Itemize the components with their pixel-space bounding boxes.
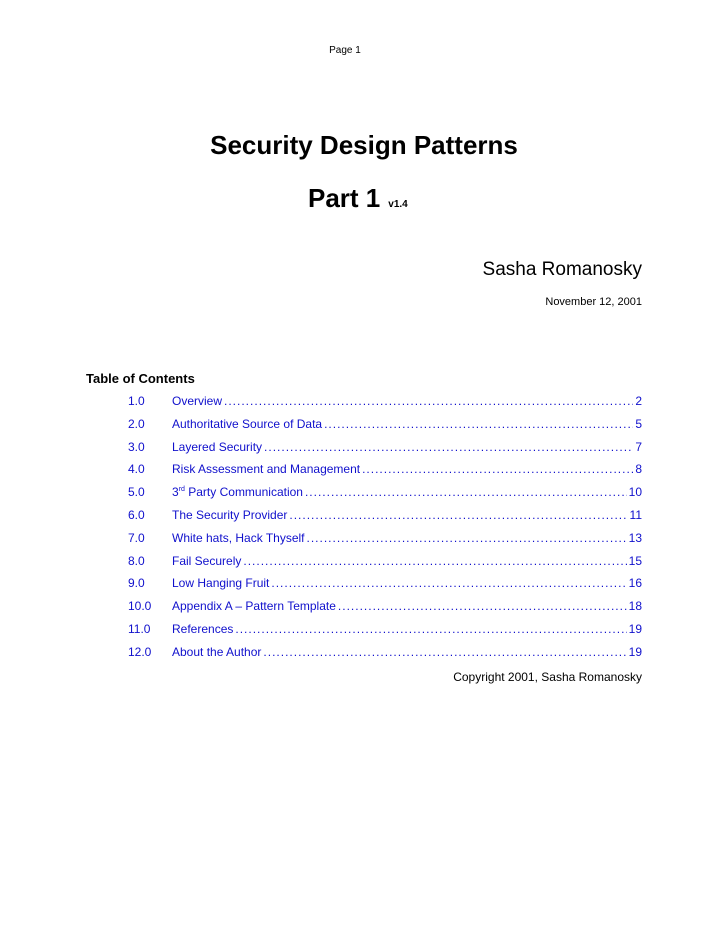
- toc-entry-page[interactable]: 10: [628, 485, 642, 500]
- toc-entry-security-provider[interactable]: [128, 508, 642, 531]
- copyright-notice: Copyright 2001, Sasha Romanosky: [453, 670, 642, 684]
- toc-entry-low-hanging-fruit[interactable]: [128, 576, 642, 599]
- toc-entry-page[interactable]: 19: [628, 644, 642, 659]
- toc-leader-dots: [224, 394, 633, 408]
- document-title: Security Design Patterns: [210, 130, 518, 160]
- toc-leader-dots: [243, 554, 626, 568]
- toc-entry-number: 5.0: [128, 485, 145, 500]
- toc-entry-about-author[interactable]: [128, 645, 642, 668]
- toc-entry-page[interactable]: 19: [628, 621, 642, 636]
- toc-entry-page[interactable]: 18: [628, 599, 642, 614]
- document-date: November 12, 2001: [545, 296, 642, 308]
- toc-entry-page[interactable]: 11: [629, 507, 642, 522]
- part-label: Part 1: [308, 183, 381, 213]
- toc-entry-layered-security[interactable]: [128, 440, 642, 463]
- toc-title-text: Party Communication: [184, 485, 303, 500]
- toc-entry-fail-securely[interactable]: [128, 554, 642, 577]
- toc-entry-number: 4.0: [128, 462, 145, 477]
- toc-entry-white-hats[interactable]: [128, 531, 642, 554]
- toc-entry-title[interactable]: The Security Provider: [172, 507, 288, 522]
- toc-entry-page[interactable]: 8: [635, 462, 642, 477]
- toc-entry-third-party-communication[interactable]: [128, 485, 642, 508]
- toc-entry-title[interactable]: Layered Security: [172, 439, 263, 454]
- toc-entry-title[interactable]: Low Hanging Fruit: [172, 576, 270, 591]
- toc-entry-title[interactable]: Authoritative Source of Data: [172, 416, 323, 431]
- toc-entry-number: 1.0: [128, 394, 145, 408]
- toc-leader-dots: [263, 645, 626, 659]
- toc-entry-authoritative-source[interactable]: [128, 417, 642, 440]
- toc-leader-dots: [235, 622, 626, 636]
- toc-leader-dots: [305, 485, 627, 499]
- toc-entry-number: 7.0: [128, 530, 145, 545]
- toc-leader-dots: [271, 576, 626, 590]
- toc-entry-number: 9.0: [128, 576, 145, 591]
- toc-leader-dots: [307, 531, 627, 545]
- toc-leader-dots: [362, 462, 633, 476]
- toc-entry-title[interactable]: Appendix A – Pattern Template: [172, 599, 336, 614]
- toc-entry-title[interactable]: Fail Securely: [172, 553, 242, 568]
- toc-entry-number: 11.0: [128, 621, 151, 636]
- toc-entry-title[interactable]: About the Author: [172, 644, 262, 659]
- toc-entry-title[interactable]: Risk Assessment and Management: [172, 462, 361, 477]
- toc-entry-number: 10.0: [128, 599, 152, 614]
- toc-entry-title[interactable]: Overview: [172, 394, 223, 408]
- toc-entry-risk-assessment[interactable]: [128, 462, 642, 485]
- toc-entry-title[interactable]: [172, 485, 303, 499]
- toc-entry-title[interactable]: White hats, Hack Thyself: [172, 530, 305, 545]
- toc-entry-page[interactable]: 16: [628, 576, 642, 591]
- toc-leader-dots: [338, 599, 627, 613]
- toc-entry-title[interactable]: References: [172, 621, 234, 636]
- part-heading: [308, 183, 408, 214]
- toc-entry-number: 6.0: [128, 507, 145, 522]
- toc-title-ordinal: 3: [172, 485, 179, 500]
- toc-entry-number: 3.0: [128, 439, 145, 454]
- toc-entry-number: 12.0: [128, 644, 152, 659]
- toc-entry-page[interactable]: 2: [635, 394, 642, 408]
- toc-entry-number: 8.0: [128, 553, 145, 568]
- toc-entry-number: 2.0: [128, 416, 145, 431]
- toc-entry-page[interactable]: 15: [628, 553, 642, 568]
- toc-leader-dots: [264, 440, 633, 454]
- toc-title-superscript: rd: [178, 486, 185, 494]
- toc-entry-page[interactable]: 13: [628, 530, 642, 545]
- table-of-contents: [128, 394, 642, 668]
- toc-entry-page[interactable]: 7: [635, 439, 642, 454]
- author-name: Sasha Romanosky: [482, 259, 642, 280]
- version-label: v1.4: [388, 199, 408, 210]
- toc-leader-dots: [324, 417, 633, 431]
- toc-entry-page[interactable]: 5: [635, 416, 642, 431]
- toc-heading: Table of Contents: [86, 371, 195, 386]
- toc-entry-appendix-a[interactable]: [128, 599, 642, 622]
- page-number-label: Page 1: [329, 45, 361, 56]
- toc-leader-dots: [289, 508, 627, 522]
- toc-entry-overview[interactable]: [128, 394, 642, 417]
- toc-entry-references[interactable]: [128, 622, 642, 645]
